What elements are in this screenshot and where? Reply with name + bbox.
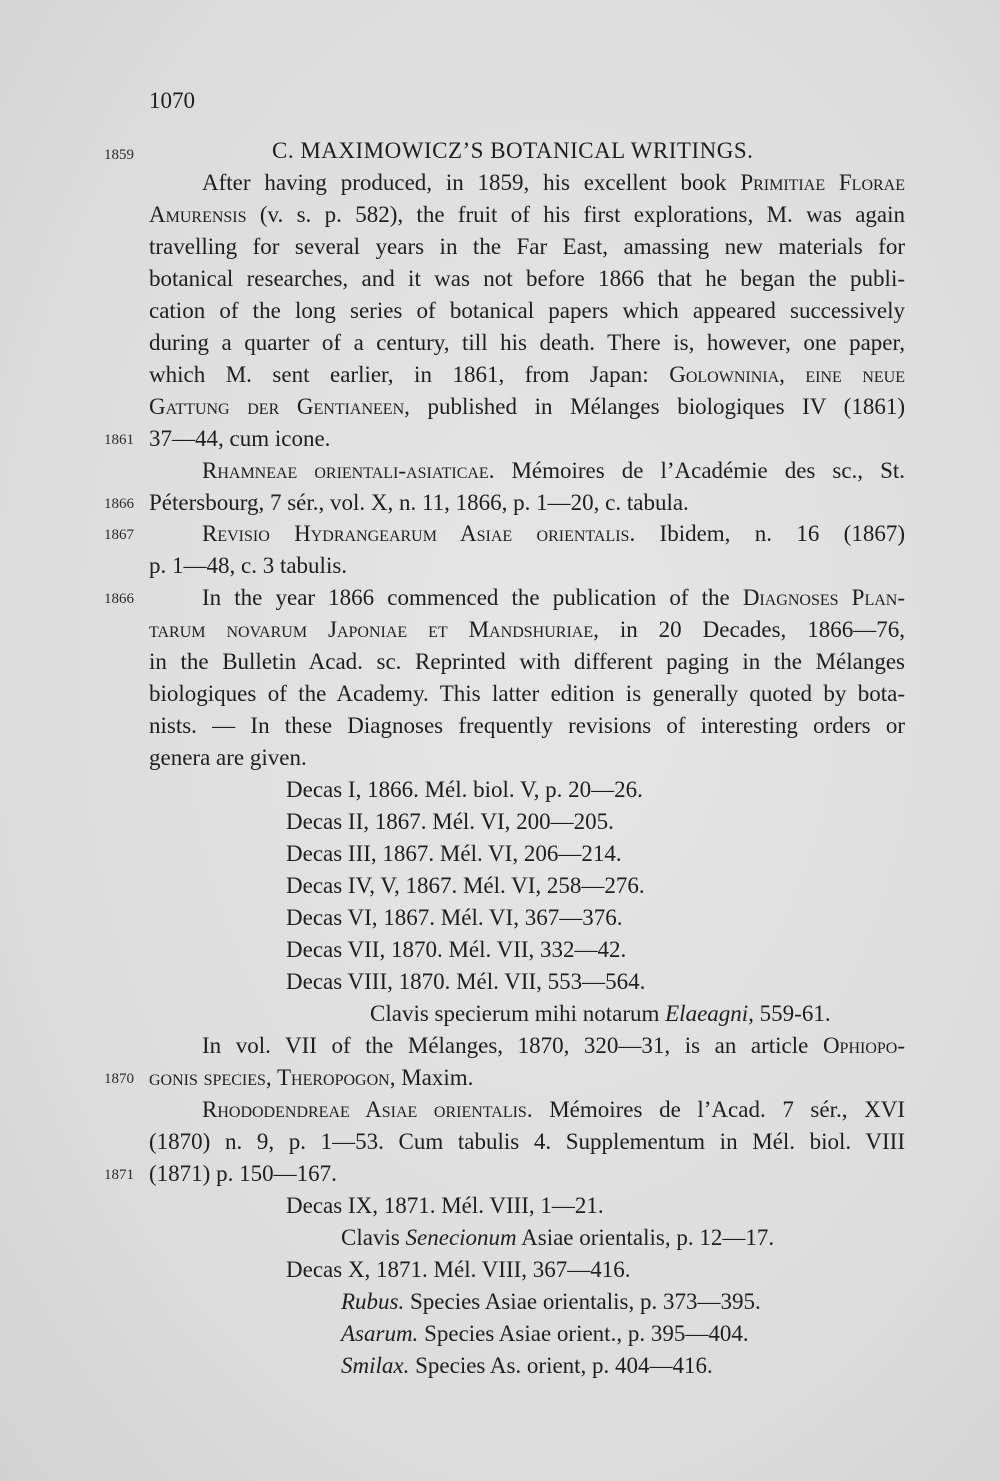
margin-year: 1870 bbox=[104, 1071, 134, 1087]
list-item: Clavis Senecionum Asiae orientalis, p. 12—17. bbox=[341, 1225, 775, 1250]
list-item: Decas IX, 1871. Mél. VIII, 1—21. bbox=[286, 1193, 604, 1218]
text-line: (1870) n. 9, p. 1—53. Cum tabulis 4. Supplementum in Mél. biol. VIII bbox=[149, 1129, 905, 1154]
text-line: which M. sent earlier, in 1861, from Japan: Golowninia, eine neue bbox=[149, 362, 905, 387]
margin-year: 1861 bbox=[104, 432, 134, 448]
margin-year: 1859 bbox=[104, 147, 134, 163]
text-line: nists. — In these Diagnoses frequently revisions of interesting orders or bbox=[149, 713, 905, 738]
margin-year: 1871 bbox=[104, 1167, 134, 1183]
text-line: biologiques of the Academy. This latter edition is generally quoted by bota- bbox=[149, 681, 905, 706]
text-line: p. 1—48, c. 3 tabulis. bbox=[149, 553, 348, 578]
text-line: Rhamneae orientali-asiaticae. Mémoires de l’Académie des sc., St. bbox=[202, 458, 905, 483]
text-line: Revisio Hydrangearum Asiae orientalis. Ibidem, n. 16 (1867) bbox=[202, 521, 905, 546]
page-title: C. MAXIMOWICZ’S BOTANICAL WRITINGS. bbox=[272, 138, 754, 163]
text-line: After having produced, in 1859, his excellent book Primitiae Florae bbox=[202, 170, 906, 195]
list-item: Decas VI, 1867. Mél. VI, 367—376. bbox=[286, 905, 623, 930]
page-number: 1070 bbox=[149, 88, 195, 113]
margin-year: 1866 bbox=[104, 591, 134, 607]
list-item: Smilax. Species As. orient, p. 404—416. bbox=[341, 1353, 713, 1378]
text-line: (1871) p. 150—167. bbox=[149, 1161, 337, 1186]
list-item: Decas III, 1867. Mél. VI, 206—214. bbox=[286, 841, 622, 866]
text-line: cation of the long series of botanical papers which appeared successively bbox=[149, 298, 905, 323]
text-line: In the year 1866 commenced the publication of the Diagnoses Plan- bbox=[202, 585, 905, 610]
margin-year: 1867 bbox=[104, 527, 134, 543]
text-line: in the Bulletin Acad. sc. Reprinted with different paging in the Mélanges bbox=[149, 649, 905, 674]
text-line: during a quarter of a century, till his death. There is, however, one paper, bbox=[149, 330, 905, 355]
list-item: Decas VIII, 1870. Mél. VII, 553—564. bbox=[286, 969, 646, 994]
text-line: Amurensis (v. s. p. 582), the fruit of his first explorations, M. was again bbox=[149, 202, 905, 227]
list-item: Decas II, 1867. Mél. VI, 200—205. bbox=[286, 809, 614, 834]
text-line: Gattung der Gentianeen, published in Mélanges biologiques IV (1861) bbox=[149, 394, 905, 419]
margin-year: 1866 bbox=[104, 496, 134, 512]
list-item: Rubus. Species Asiae orientalis, p. 373—395. bbox=[341, 1289, 761, 1314]
list-item: Clavis specierum mihi notarum Elaeagni, 559-61. bbox=[370, 1001, 831, 1026]
list-item: Decas I, 1866. Mél. biol. V, p. 20—26. bbox=[286, 777, 643, 802]
text-line: 37—44, cum icone. bbox=[149, 426, 331, 451]
text-line: genera are given. bbox=[149, 745, 307, 770]
text-line: Rhododendreae Asiae orientalis. Mémoires de l’Acad. 7 sér., XVI bbox=[202, 1097, 905, 1122]
text-line: botanical researches, and it was not before 1866 that he began the publi- bbox=[149, 266, 905, 291]
text-line: In vol. VII of the Mélanges, 1870, 320—31, is an article Ophiopo- bbox=[202, 1033, 905, 1058]
text-line: gonis species, Theropogon, Maxim. bbox=[149, 1065, 474, 1090]
text-line: Pétersbourg, 7 sér., vol. X, n. 11, 1866, p. 1—20, c. tabula. bbox=[149, 490, 689, 515]
list-item: Decas X, 1871. Mél. VIII, 367—416. bbox=[286, 1257, 631, 1282]
text-line: tarum novarum Japoniae et Mandshuriae, in 20 Decades, 1866—76, bbox=[149, 617, 905, 642]
list-item: Decas VII, 1870. Mél. VII, 332—42. bbox=[286, 937, 627, 962]
list-item: Asarum. Species Asiae orient., p. 395—404. bbox=[341, 1321, 749, 1346]
list-item: Decas IV, V, 1867. Mél. VI, 258—276. bbox=[286, 873, 645, 898]
text-line: travelling for several years in the Far East, amassing new materials for bbox=[149, 234, 905, 259]
